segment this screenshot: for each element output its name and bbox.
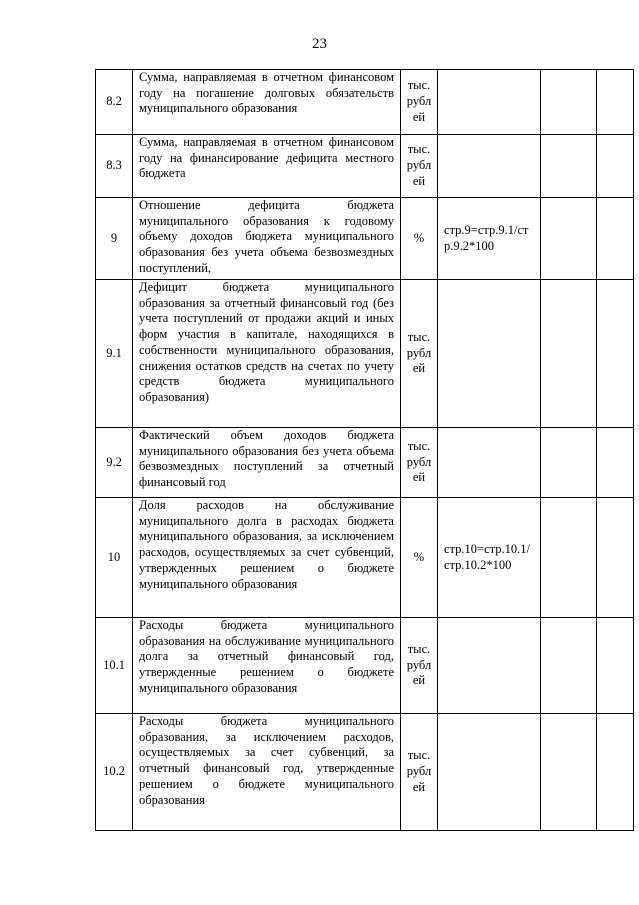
row-unit: тыс. рубл ей [401, 714, 438, 831]
row-formula: стр.9=стр.9.1/стр.9.2*100 [438, 198, 541, 280]
row-extra-cell [597, 498, 634, 618]
row-value-cell [541, 198, 597, 280]
row-description: Отношение дефицита бюджета муниципального образования к годовому объему доходов бюджета муниципального образования без учета объема безвозмездных поступлений, [133, 198, 401, 280]
row-value-cell [541, 70, 597, 135]
row-number: 8.3 [96, 135, 133, 198]
row-description: Сумма, направляемая в отчетном финансовом году на финансирование дефицита местного бюджета [133, 135, 401, 198]
row-description: Доля расходов на обслуживание муниципального долга в расходах бюджета муниципального образования, за исключением расходов, осуществляемых за счет субвенций, утвержденных решением о бюджете муниципального образования [133, 498, 401, 618]
row-value-cell [541, 618, 597, 714]
row-description: Расходы бюджета муниципального образования, за исключением расходов, осуществляемых за счет субвенций, за отчетный финансовый год, утвержденные решением о бюджете муниципального образования [133, 714, 401, 831]
row-description: Расходы бюджета муниципального образования на обслуживание муниципального долга за отчетный финансовый год, утвержденные решением о бюджете муниципального образования [133, 618, 401, 714]
row-value-cell [541, 498, 597, 618]
table-row [96, 498, 634, 618]
row-number: 8.2 [96, 70, 133, 135]
row-extra-cell [597, 70, 634, 135]
table-row [96, 280, 634, 428]
row-description: Фактический объем доходов бюджета муниципального образования без учета объема безвозмездных поступлений за отчетный финансовый год [133, 428, 401, 498]
row-number: 9 [96, 198, 133, 280]
table-row [96, 70, 634, 135]
row-number: 10.1 [96, 618, 133, 714]
row-formula [438, 135, 541, 198]
table-row [96, 714, 634, 831]
row-unit: тыс. рубл ей [401, 618, 438, 714]
table-row [96, 135, 634, 198]
row-description: Дефицит бюджета муниципального образования за отчетный финансовый год (без учета поступлений от продажи акций и иных форм участия в капитале, находящихся в собственности муниципального образования, снижения остатков средств на счетах по учету средств бюджета муниципального образования) [133, 280, 401, 428]
row-formula [438, 428, 541, 498]
row-value-cell [541, 135, 597, 198]
row-extra-cell [597, 198, 634, 280]
row-value-cell [541, 714, 597, 831]
page-number: 23 [312, 36, 327, 52]
row-formula [438, 280, 541, 428]
row-unit: тыс. рубл ей [401, 428, 438, 498]
row-value-cell [541, 428, 597, 498]
table-row [96, 618, 634, 714]
row-extra-cell [597, 618, 634, 714]
row-formula: стр.10=стр.10.1/стр.10.2*100 [438, 498, 541, 618]
row-extra-cell [597, 714, 634, 831]
row-unit: тыс. рубл ей [401, 280, 438, 428]
row-number: 10.2 [96, 714, 133, 831]
table-row [96, 198, 634, 280]
row-extra-cell [597, 135, 634, 198]
row-formula [438, 70, 541, 135]
row-number: 9.1 [96, 280, 133, 428]
row-description: Сумма, направляемая в отчетном финансовом году на погашение долговых обязательств муниципального образования [133, 70, 401, 135]
row-unit: тыс. рубл ей [401, 135, 438, 198]
row-formula [438, 618, 541, 714]
row-formula [438, 714, 541, 831]
row-extra-cell [597, 428, 634, 498]
row-unit: тыс. рубл ей [401, 70, 438, 135]
row-extra-cell [597, 280, 634, 428]
row-number: 9.2 [96, 428, 133, 498]
row-number: 10 [96, 498, 133, 618]
table-row [96, 428, 634, 498]
row-value-cell [541, 280, 597, 428]
row-unit: % [401, 498, 438, 618]
row-unit: % [401, 198, 438, 280]
indicator-table [95, 69, 634, 831]
